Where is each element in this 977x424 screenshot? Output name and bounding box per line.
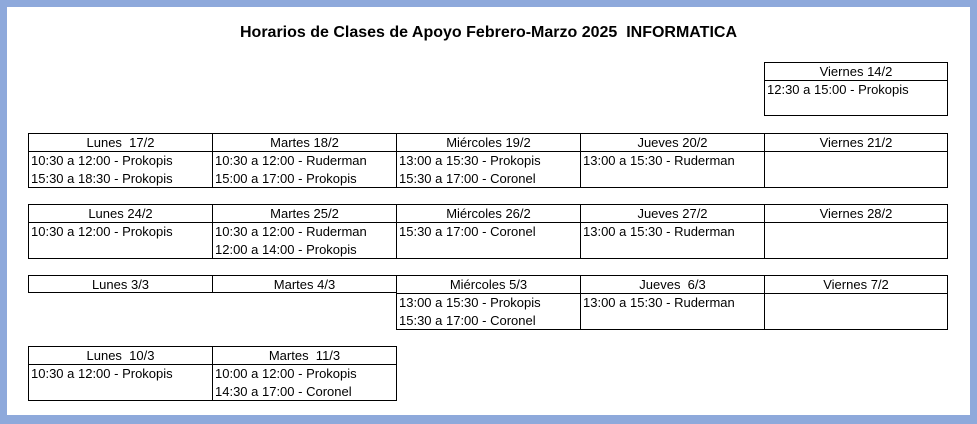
time-slot: 10:00 a 12:00 - Prokopis [215,366,357,381]
day-header: Viernes 28/2 [765,205,947,223]
time-slot: 13:00 a 15:30 - Ruderman [583,224,735,239]
day-cell-lunes-10-3 [28,346,213,401]
day-header: Martes 4/3 [273,277,336,292]
day-header: Viernes 7/2 [765,276,947,294]
day-header: Miércoles 19/2 [397,134,580,152]
time-slot: 15:30 a 17:00 - Coronel [399,171,536,186]
time-slot: 10:30 a 12:00 - Prokopis [31,153,173,168]
time-slot: 13:00 a 15:30 - Prokopis [399,295,541,310]
day-cell-martes-25-2 [212,204,397,259]
day-cell-miercoles-19-2 [396,133,581,188]
schedule-sheet [7,7,970,415]
day-cell-jueves-20-2 [580,133,765,188]
day-header: Martes 18/2 [213,134,396,152]
time-slot: 10:30 a 12:00 - Prokopis [31,366,173,381]
day-header: Lunes 10/3 [29,347,212,365]
time-slot: 15:30 a 17:00 - Coronel [399,224,536,239]
day-header: Miércoles 26/2 [397,205,580,223]
day-cell-viernes-7-2 [764,275,948,330]
day-header: Viernes 21/2 [765,134,947,152]
day-cell-martes-11-3 [212,346,397,401]
time-slot: 10:30 a 12:00 - Ruderman [215,224,367,239]
day-cell-miercoles-26-2 [396,204,581,259]
time-slot: 14:30 a 17:00 - Coronel [215,384,352,399]
time-slot: 13:00 a 15:30 - Ruderman [583,153,735,168]
day-cell-miercoles-5-3 [396,275,581,330]
day-cell-viernes-28-2 [764,204,948,259]
day-header: Viernes 14/2 [765,63,947,81]
time-slot: 13:00 a 15:30 - Ruderman [583,295,735,310]
day-cell-lunes-24-2 [28,204,213,259]
day-cell-lunes-3-3 [28,275,213,293]
time-slot: 10:30 a 12:00 - Prokopis [31,224,173,239]
time-slot: 13:00 a 15:30 - Prokopis [399,153,541,168]
day-header: Martes 11/3 [213,347,396,365]
day-header: Jueves 20/2 [581,134,764,152]
day-cell-jueves-27-2 [580,204,765,259]
time-slot: 12:00 a 14:00 - Prokopis [215,242,357,257]
day-cell-viernes-14-2 [764,62,948,116]
day-cell-lunes-17-2 [28,133,213,188]
day-header: Jueves 6/3 [581,276,764,294]
day-header: Miércoles 5/3 [397,276,580,294]
day-header: Lunes 24/2 [29,205,212,223]
time-slot: 15:30 a 17:00 - Coronel [399,313,536,328]
time-slot: 10:30 a 12:00 - Ruderman [215,153,367,168]
time-slot: 15:30 a 18:30 - Prokopis [31,171,173,186]
day-cell-viernes-21-2 [764,133,948,188]
day-cell-martes-18-2 [212,133,397,188]
page-title: Horarios de Clases de Apoyo Febrero-Marzo 2025 INFORMATICA [240,24,737,41]
time-slot: 15:00 a 17:00 - Prokopis [215,171,357,186]
day-header: Lunes 17/2 [29,134,212,152]
day-header: Martes 25/2 [213,205,396,223]
day-cell-jueves-6-3 [580,275,765,330]
time-slot: 12:30 a 15:00 - Prokopis [767,82,909,97]
day-header: Jueves 27/2 [581,205,764,223]
day-cell-martes-4-3 [212,275,397,293]
day-header: Lunes 3/3 [91,277,150,292]
